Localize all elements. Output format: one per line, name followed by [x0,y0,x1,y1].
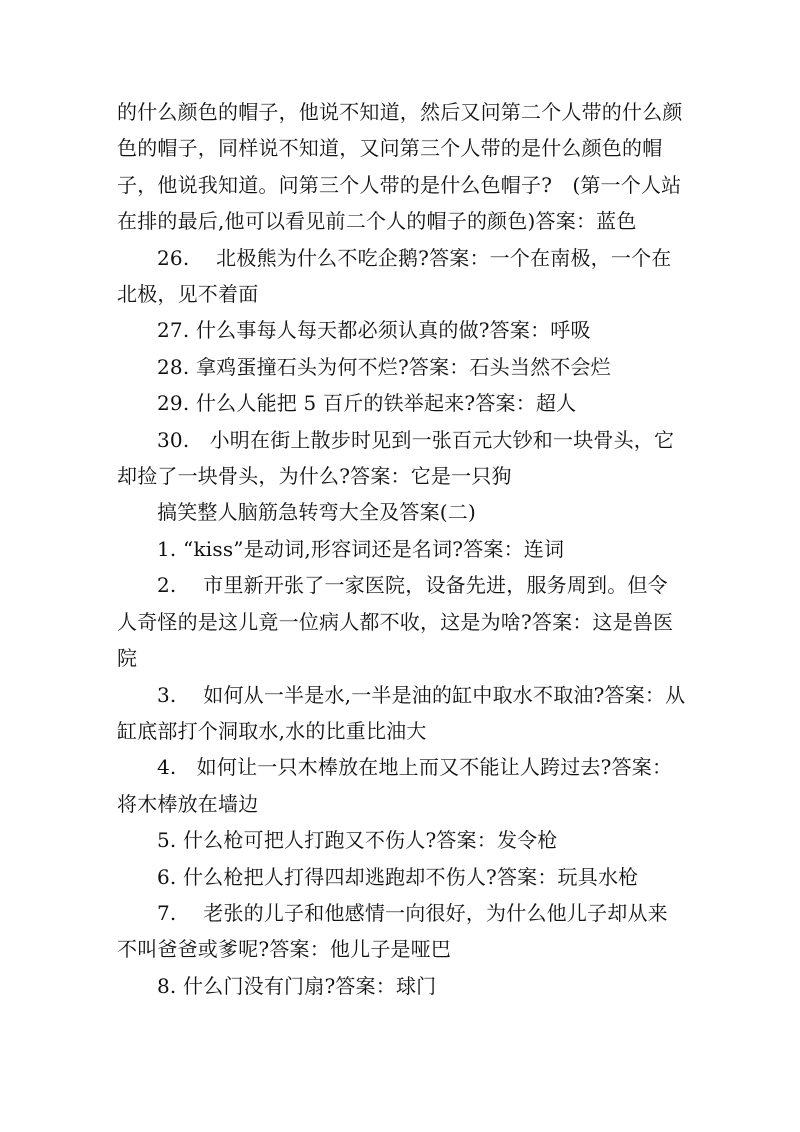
riddle-1: 1. “kiss”是动词,形容词还是名词?答案：连词 [157,536,565,561]
document-body [117,94,687,1004]
riddle-28: 28. 拿鸡蛋撞石头为何不烂?答案：石头当然不会烂 [157,354,611,379]
riddle-2: 2. 市里新开张了一家医院，设备先进，服务周到。但令人奇怪的是这儿竟一位病人都不收，这是为啥?答案：这是兽医院 [117,573,674,671]
riddle-5: 5. 什么枪可把人打跑又不伤人?答案：发令枪 [157,828,558,853]
riddle-27: 27. 什么事每人每天都必须认真的做?答案：呼吸 [157,318,591,343]
riddle-6: 6. 什么枪把人打得四却逃跑却不伤人?答案：玩具水枪 [157,864,639,889]
riddle-8: 8. 什么门没有门扇?答案：球门 [157,973,437,998]
riddle-7: 7. 老张的儿子和他感情一向很好，为什么他儿子却从来不叫爸爸或爹呢?答案：他儿子是哑巴 [117,900,668,962]
riddle-29: 29. 什么人能把 5 百斤的铁举起来?答案：超人 [157,391,577,416]
riddle-3: 3. 如何从一半是水,一半是油的缸中取水不取油?答案：从缸底部打个洞取水,水的比重比油大 [117,682,686,743]
riddle-30: 30. 小明在街上散步时见到一张百元大钞和一块骨头，它却捡了一块骨头，为什么?答案：它是一只狗 [117,427,675,489]
riddle-26: 26. 北极熊为什么不吃企鹅?答案：一个在南极，一个在北极，见不着面 [117,245,672,307]
riddle-4: 4. 如何让一只木棒放在地上而又不能让人跨过去?答案：将木棒放在墙边 [117,755,673,816]
paragraph-continuation: 的什么颜色的帽子，他说不知道，然后又问第二个人带的什么颜色的帽子，同样说不知道，又问第三个人带的是什么颜色的帽子，他说我知道。问第三个人带的是什么色帽子? (第一个人站在排的最后,他可以看见前二个人的帽子的颜色)答案：蓝色 [117,100,683,234]
section-heading: 搞笑整人脑筋急转弯大全及答案(二) [157,500,477,525]
